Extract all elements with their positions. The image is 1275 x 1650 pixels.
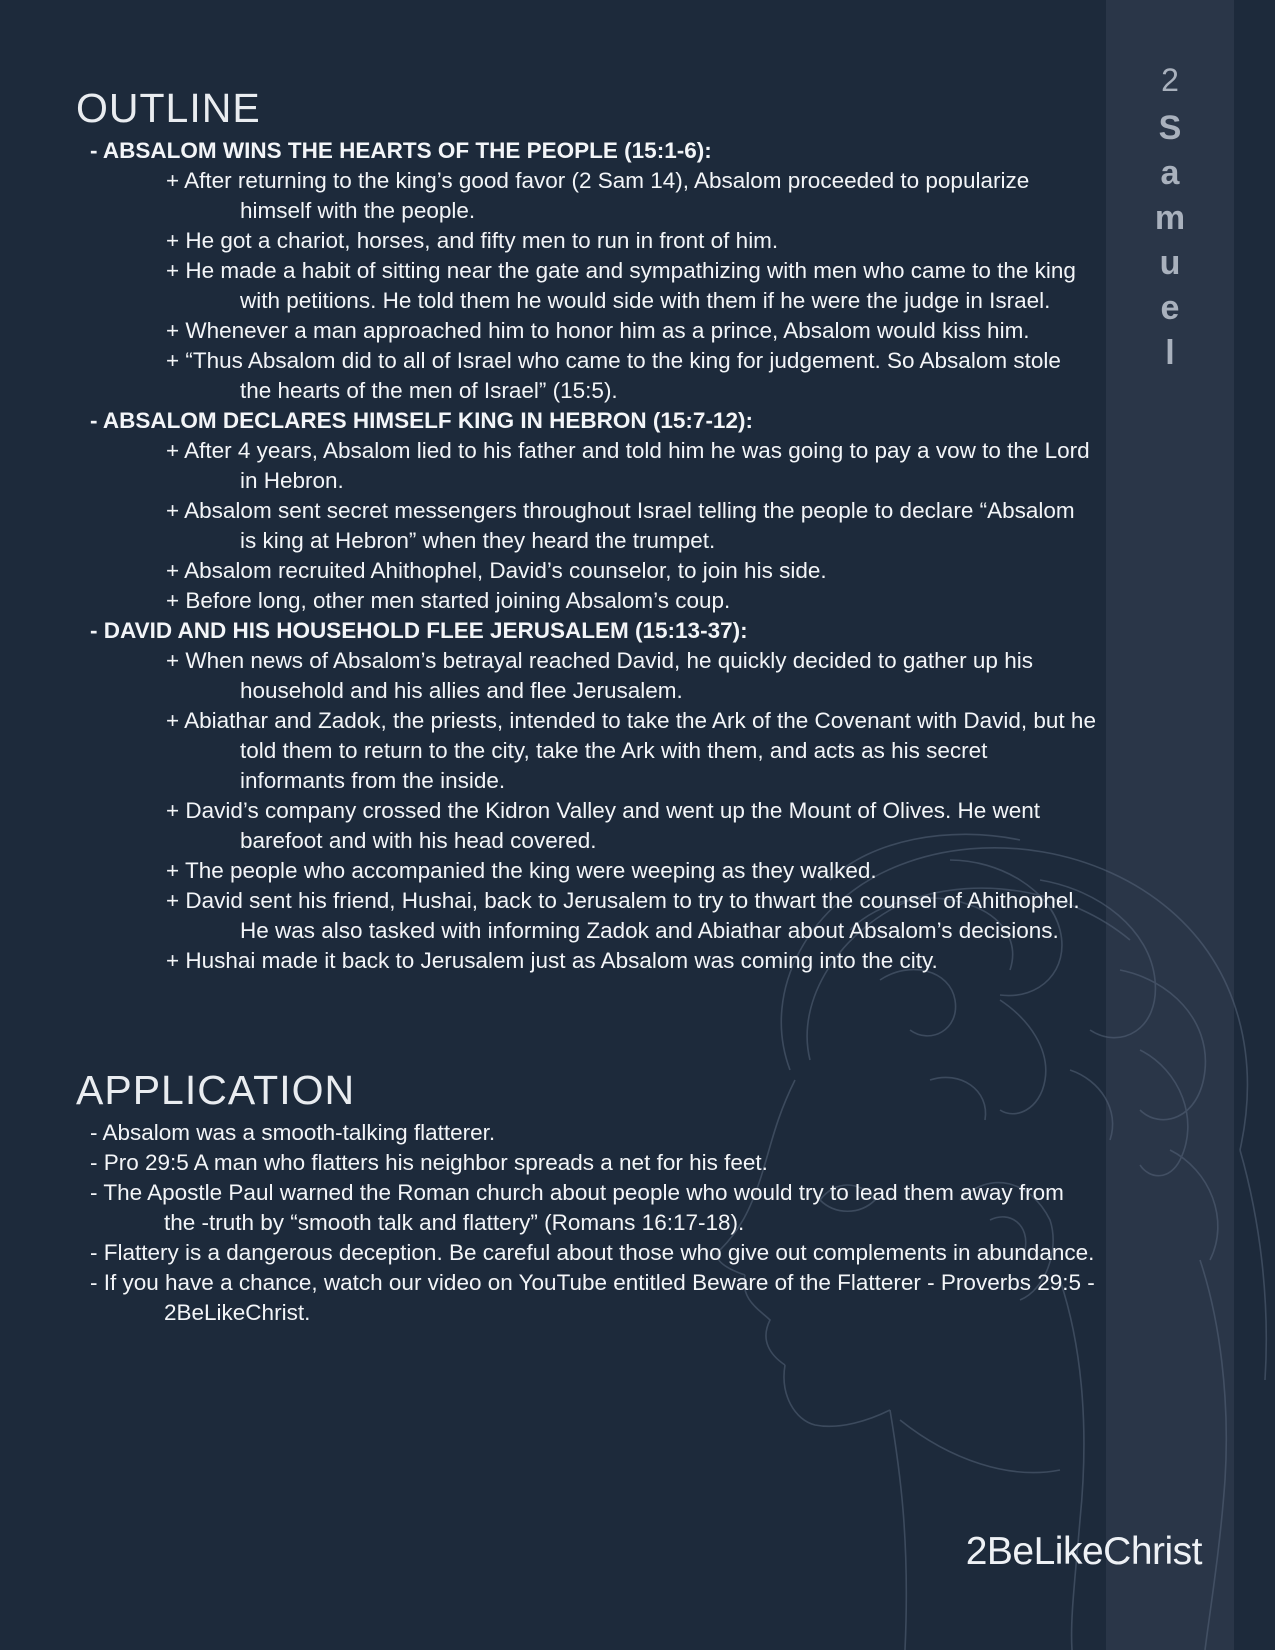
outline-point: + Before long, other men started joining Absalom’s coup. xyxy=(166,588,731,613)
application-list xyxy=(76,1118,1096,1328)
outline-point: + He made a habit of sitting near the gate and sympathizing with men who came to the king with petitions. He told them he would side with them if he were the judge in Israel. xyxy=(166,258,1076,313)
outline-point: + He got a chariot, horses, and fifty men to run in front of him. xyxy=(166,228,779,253)
book-letter: a xyxy=(1160,154,1180,192)
brand-logo-text: 2BeLikeChrist xyxy=(965,1530,1202,1573)
outline-point: + After 4 years, Absalom lied to his father and told him he was going to pay a vow to the Lord in Hebron. xyxy=(166,438,1090,493)
book-number: 2 xyxy=(1161,62,1179,98)
outline-point: + David’s company crossed the Kidron Valley and went up the Mount of Olives. He went barefoot and with his head covered. xyxy=(166,798,1041,853)
outline-heading: OUTLINE xyxy=(76,85,261,131)
outline-point: + After returning to the king’s good favor (2 Sam 14), Absalom proceeded to popularize himself with the people. xyxy=(166,168,1030,223)
book-letter: S xyxy=(1158,109,1182,147)
outline-point: + When news of Absalom’s betrayal reached David, he quickly decided to gather up his household and his allies and flee Jerusalem. xyxy=(166,648,1033,703)
section-title: - DAVID AND HIS HOUSEHOLD FLEE JERUSALEM (15:13-37): xyxy=(90,618,748,643)
application-item: - Pro 29:5 A man who flatters his neighbor spreads a net for his feet. xyxy=(90,1150,768,1175)
outline-point: + Abiathar and Zadok, the priests, intended to take the Ark of the Covenant with David, but he told them to return to the city, take the Ark with them, and acts as his secret informants from the inside. xyxy=(166,708,1096,793)
outline-point: + The people who accompanied the king were weeping as they walked. xyxy=(166,858,877,883)
book-letter: m xyxy=(1154,199,1186,237)
outline-section xyxy=(76,406,1096,616)
book-letter: l xyxy=(1165,334,1175,372)
outline-point: + Absalom recruited Ahithophel, David’s counselor, to join his side. xyxy=(166,558,827,583)
application-item: - The Apostle Paul warned the Roman church about people who would try to lead them away from the -truth by “smooth talk and flattery” (Romans 16:17-18). xyxy=(90,1180,1064,1235)
outline-point: + “Thus Absalom did to all of Israel who came to the king for judgement. So Absalom stole the hearts of the men of Israel” (15:5). xyxy=(166,348,1061,403)
outline-point: + Whenever a man approached him to honor him as a prince, Absalom would kiss him. xyxy=(166,318,1030,343)
outline-section xyxy=(76,616,1096,976)
book-letter: e xyxy=(1160,289,1180,327)
application-item: - If you have a chance, watch our video on YouTube entitled Beware of the Flatterer - Proverbs 29:5 - 2BeLikeChrist. xyxy=(90,1270,1095,1325)
section-title: - ABSALOM DECLARES HIMSELF KING IN HEBRON (15:7-12): xyxy=(90,408,753,433)
book-letter: u xyxy=(1159,244,1181,282)
application-item: - Absalom was a smooth-talking flatterer. xyxy=(90,1120,496,1145)
section-title: - ABSALOM WINS THE HEARTS OF THE PEOPLE (15:1-6): xyxy=(90,138,712,163)
book-title-vertical xyxy=(1106,58,1234,376)
outline-point: + Hushai made it back to Jerusalem just as Absalom was coming into the city. xyxy=(166,948,938,973)
outline-point: + David sent his friend, Hushai, back to Jerusalem to try to thwart the counsel of Ahithophel. He was also tasked with informing Zadok and Abiathar about Absalom’s decisions. xyxy=(166,888,1080,943)
application-item: - Flattery is a dangerous deception. Be careful about those who give out complements in abundance. xyxy=(90,1240,1095,1265)
outline-point: + Absalom sent secret messengers throughout Israel telling the people to declare “Absalom is king at Hebron” when they heard the trumpet. xyxy=(166,498,1075,553)
outline-section xyxy=(76,136,1096,406)
application-heading: APPLICATION xyxy=(76,1067,356,1113)
main-content xyxy=(76,82,1096,1328)
